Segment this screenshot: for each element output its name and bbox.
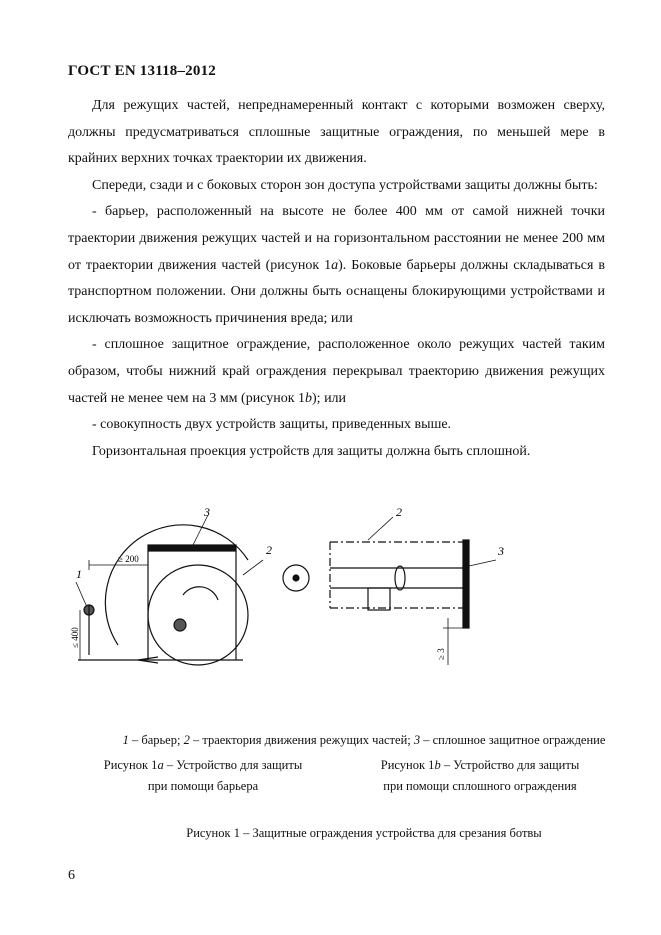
rotor-circle bbox=[148, 565, 248, 665]
leader-3 bbox=[193, 515, 208, 545]
label-3b: 3 bbox=[498, 544, 504, 558]
legend-text-1: – барьер; bbox=[128, 733, 184, 747]
figure-title: Рисунок 1 – Защитные ограждения устройства для срезания ботвы bbox=[186, 826, 542, 840]
caption-figure-1b bbox=[360, 758, 600, 794]
dim-3-label: ≥ 3 bbox=[436, 648, 446, 660]
side-guard bbox=[463, 540, 469, 628]
paragraph-access-zones: Спереди, сзади и с боковых сторон зон доступа устройствами защиты должны быть: bbox=[92, 177, 598, 193]
legend-num-2: 2 bbox=[183, 733, 190, 747]
paragraph-solid-guard bbox=[68, 332, 605, 412]
caption-1a-post: – Устройство для защиты bbox=[163, 758, 303, 772]
caption-1a-line2: при помощи барьера bbox=[147, 779, 259, 793]
legend-text-2: – траектория движения режущих частей; bbox=[189, 733, 414, 747]
caption-1b-pre: Рисунок 1 bbox=[380, 758, 435, 772]
shaft-support bbox=[368, 588, 390, 610]
dim-3-line bbox=[443, 618, 463, 665]
end-view-hub bbox=[293, 575, 299, 581]
figure-1a-drawing bbox=[76, 515, 263, 665]
dim-200-label: ≥ 200 bbox=[118, 554, 139, 564]
paragraph-projection: Горизонтальная проекция устройств для защиты должна быть сплошной. bbox=[92, 443, 531, 459]
barrier-figure-ref: a bbox=[331, 257, 339, 273]
leader-1 bbox=[76, 582, 86, 605]
caption-1a-pre: Рисунок 1 bbox=[103, 758, 158, 772]
dim-400-label: ≤ 400 bbox=[70, 627, 80, 648]
rotor-arrow bbox=[183, 587, 218, 600]
solid-guard-text-b: ); или bbox=[312, 390, 347, 406]
figure-legend bbox=[68, 733, 660, 748]
caption-figure-1a bbox=[88, 758, 318, 794]
shaft-section bbox=[395, 566, 405, 590]
paragraph-combination: - совокупность двух устройств защиты, приведенных выше. bbox=[92, 417, 452, 433]
figure-1b-drawing bbox=[283, 517, 496, 665]
caption-1b-post: – Устройство для защиты bbox=[440, 758, 580, 772]
body-text bbox=[68, 93, 605, 465]
leader-3b bbox=[469, 560, 496, 566]
solid-guard-text-a: - сплошное защитное ограждение, расположенное около режущих частей таким образом, чтобы нижний край ограждения перекрывал траекторию движения режущих частей не менее чем на 3 мм (рисунок 1 bbox=[68, 337, 605, 406]
leader-2 bbox=[243, 560, 263, 575]
barrier-text-b: ). Боковые барьеры должны складываться в транспортном положении. Они должны быть оснащены блокирующими устройствами и исключать возможность причинения вреда; или bbox=[68, 257, 605, 326]
figure-drawings bbox=[68, 500, 628, 680]
label-3: 3 bbox=[204, 505, 210, 519]
label-1: 1 bbox=[76, 567, 82, 581]
rotor-hub bbox=[174, 619, 186, 631]
caption-1a-letter: a bbox=[157, 758, 164, 772]
legend-num-1: 1 bbox=[122, 733, 129, 747]
caption-1b-letter: b bbox=[434, 758, 441, 772]
solid-guard-figure-ref: b bbox=[305, 390, 313, 406]
paragraph-barrier bbox=[68, 199, 605, 332]
solid-guard-plate bbox=[148, 545, 236, 551]
document-header: ГОСТ EN 13118–2012 bbox=[68, 63, 216, 79]
label-2b: 2 bbox=[396, 505, 402, 519]
legend-text-3: – сплошное защитное ограждение bbox=[420, 733, 606, 747]
legend-num-3: 3 bbox=[413, 733, 421, 747]
drum-outline bbox=[330, 542, 465, 608]
housing-outline bbox=[148, 551, 236, 660]
barrier-text-a: - барьер, расположенный на высоте не более 400 мм от самой нижней точки траектории движения режущих частей и на горизонтальном расстоянии не менее 200 мм от траектории движения частей (рисунок 1 bbox=[68, 204, 605, 273]
caption-1b-line2: при помощи сплошного ограждения bbox=[383, 779, 577, 793]
leader-2b bbox=[368, 517, 393, 540]
page-number: 6 bbox=[68, 868, 75, 883]
label-2: 2 bbox=[266, 543, 272, 557]
paragraph-top-guards: Для режущих частей, непреднамеренный контакт с которыми возможен сверху, должны предусматриваться сплошные защитные ограждения, по меньшей мере в крайних верхних точках траектории их движения. bbox=[68, 98, 605, 167]
